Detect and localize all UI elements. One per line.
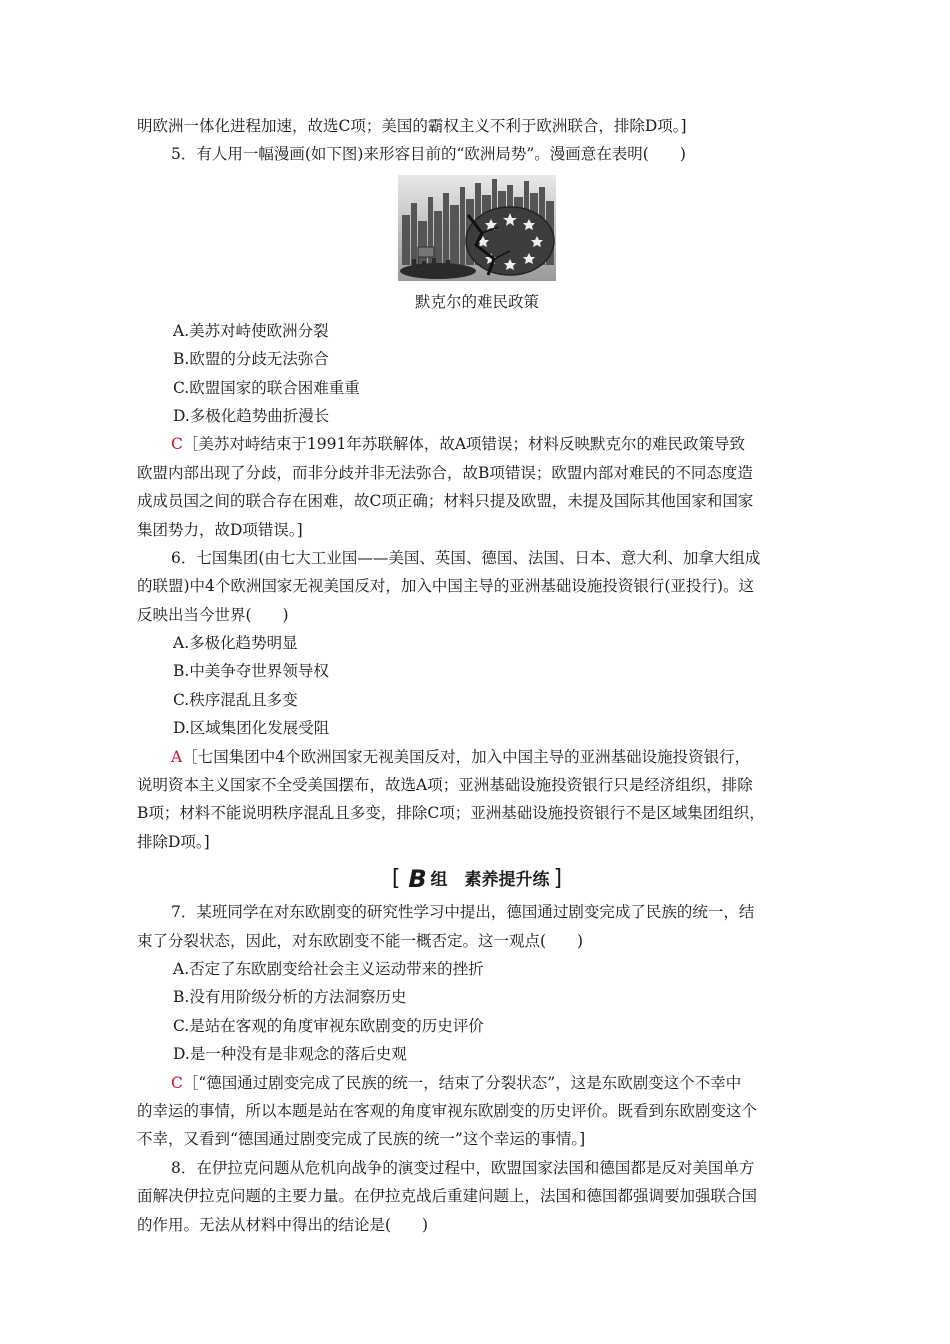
document-page [137, 112, 817, 1239]
question-5-answer: C [171, 435, 183, 454]
question-6-option-c: C.秩序混乱且多变 [173, 690, 298, 709]
question-7-explanation-line: 的幸运的事情，所以本题是站在客观的角度审视东欧剧变的历史评价。既看到东欧剧变这个 [137, 1101, 758, 1120]
section-bracket-close: ] [553, 866, 563, 892]
question-7-option-a: A.否定了东欧剧变给社会主义运动带来的挫折 [173, 959, 484, 978]
continuation-text: 明欧洲一体化进程加速，故选C项；美国的霸权主义不利于欧洲联合，排除D项。] [137, 117, 687, 135]
question-5-option-c: C.欧盟国家的联合困难重重 [173, 378, 360, 397]
question-6-stem-line: 反映出当今世界( ) [137, 605, 289, 624]
question-6-stem-line: 6．七国集团(由七大工业国——美国、英国、德国、法国、日本、意大利、加拿大组成 [171, 548, 761, 567]
question-5-explanation-line: 集团势力，故D项错误。] [137, 520, 303, 539]
question-5-explanation-line: C［美苏对峙结束于1991年苏联解体，故A项错误；材料反映默克尔的难民政策导致 [171, 435, 746, 454]
question-7-option-b: B.没有用阶级分析的方法洞察历史 [173, 988, 407, 1007]
section-title: 组 素养提升练 [430, 870, 550, 891]
question-5-option-b: B.欧盟的分歧无法弥合 [173, 350, 329, 369]
question-7-explanation-line: 不幸，又看到“德国通过剧变完成了民族的统一”这个幸运的事情。] [137, 1130, 586, 1149]
question-7-stem-line: 束了分裂状态，因此，对东欧剧变不能一概否定。这一观点( ) [137, 931, 584, 950]
cartoon-caption: 默克尔的难民政策 [414, 292, 539, 311]
question-5-explanation-line: 欧盟内部出现了分歧，而非分歧并非无法弥合，故B项错误；欧盟内部对难民的不同态度造 [137, 463, 753, 482]
question-6-option-b: B.中美争夺世界领导权 [173, 662, 329, 681]
question-8-stem-line: 的作用。无法从材料中得出的结论是( ) [137, 1215, 429, 1234]
question-8-stem-line: 面解决伊拉克问题的主要力量。在伊拉克战后重建问题上，法国和德国都强调要加强联合国 [137, 1187, 758, 1206]
question-7-stem-line: 7．某班同学在对东欧剧变的研究性学习中提出，德国通过剧变完成了民族的统一，结 [171, 903, 755, 922]
question-6-answer: A [171, 747, 183, 766]
question-7-explanation-line: C［“德国通过剧变完成了民族的统一，结束了分裂状态”，这是东欧剧变这个不幸中 [171, 1073, 742, 1092]
question-6-explanation-line: 说明资本主义国家不全受美国摆布，故选A项；亚洲基础设施投资银行只是经济组织，排除 [137, 776, 753, 795]
question-6-option-d: D.区域集团化发展受阻 [173, 719, 330, 738]
question-5-option-a: A.美苏对峙使欧洲分裂 [173, 321, 329, 340]
question-6-stem-line: 的联盟)中4个欧洲国家无视美国反对，加入中国主导的亚洲基础设施投资银行(亚投行)。这 [137, 577, 755, 596]
cartoon-figure [137, 175, 817, 285]
question-5-option-d: D.多极化趋势曲折漫长 [173, 406, 330, 425]
question-6-option-a: A.多极化趋势明显 [173, 634, 298, 653]
question-7-option-d: D.是一种没有是非观念的落后史观 [173, 1045, 407, 1064]
question-6-explanation-line: B项；材料不能说明秩序混乱且多变，排除C项；亚洲基础设施投资银行不是区域集团组织， [137, 804, 765, 823]
question-6-explanation-line: 排除D项。] [137, 832, 210, 851]
question-7-answer: C [171, 1073, 183, 1092]
question-5-explanation-line: 成成员国之间的联合存在困难，故C项正确；材料只提及欧盟，未提及国际其他国家和国家 [137, 492, 754, 511]
question-6-explanation-line: A［七国集团中4个欧洲国家无视美国反对，加入中国主导的亚洲基础设施投资银行， [171, 747, 751, 766]
question-7-option-c: C.是站在客观的角度审视东欧剧变的历史评价 [173, 1016, 484, 1035]
question-8-stem-line: 8．在伊拉克问题从危机向战争的演变过程中，欧盟国家法国和德国都是反对美国单方 [171, 1158, 755, 1177]
section-letter-mark: B [408, 865, 427, 894]
cartoon-image [398, 175, 556, 281]
section-header [137, 862, 817, 896]
question-5-stem: 5．有人用一幅漫画(如下图)来形容目前的“欧洲局势”。漫画意在表明( ) [171, 145, 686, 164]
section-bracket-open: [ [391, 866, 401, 892]
